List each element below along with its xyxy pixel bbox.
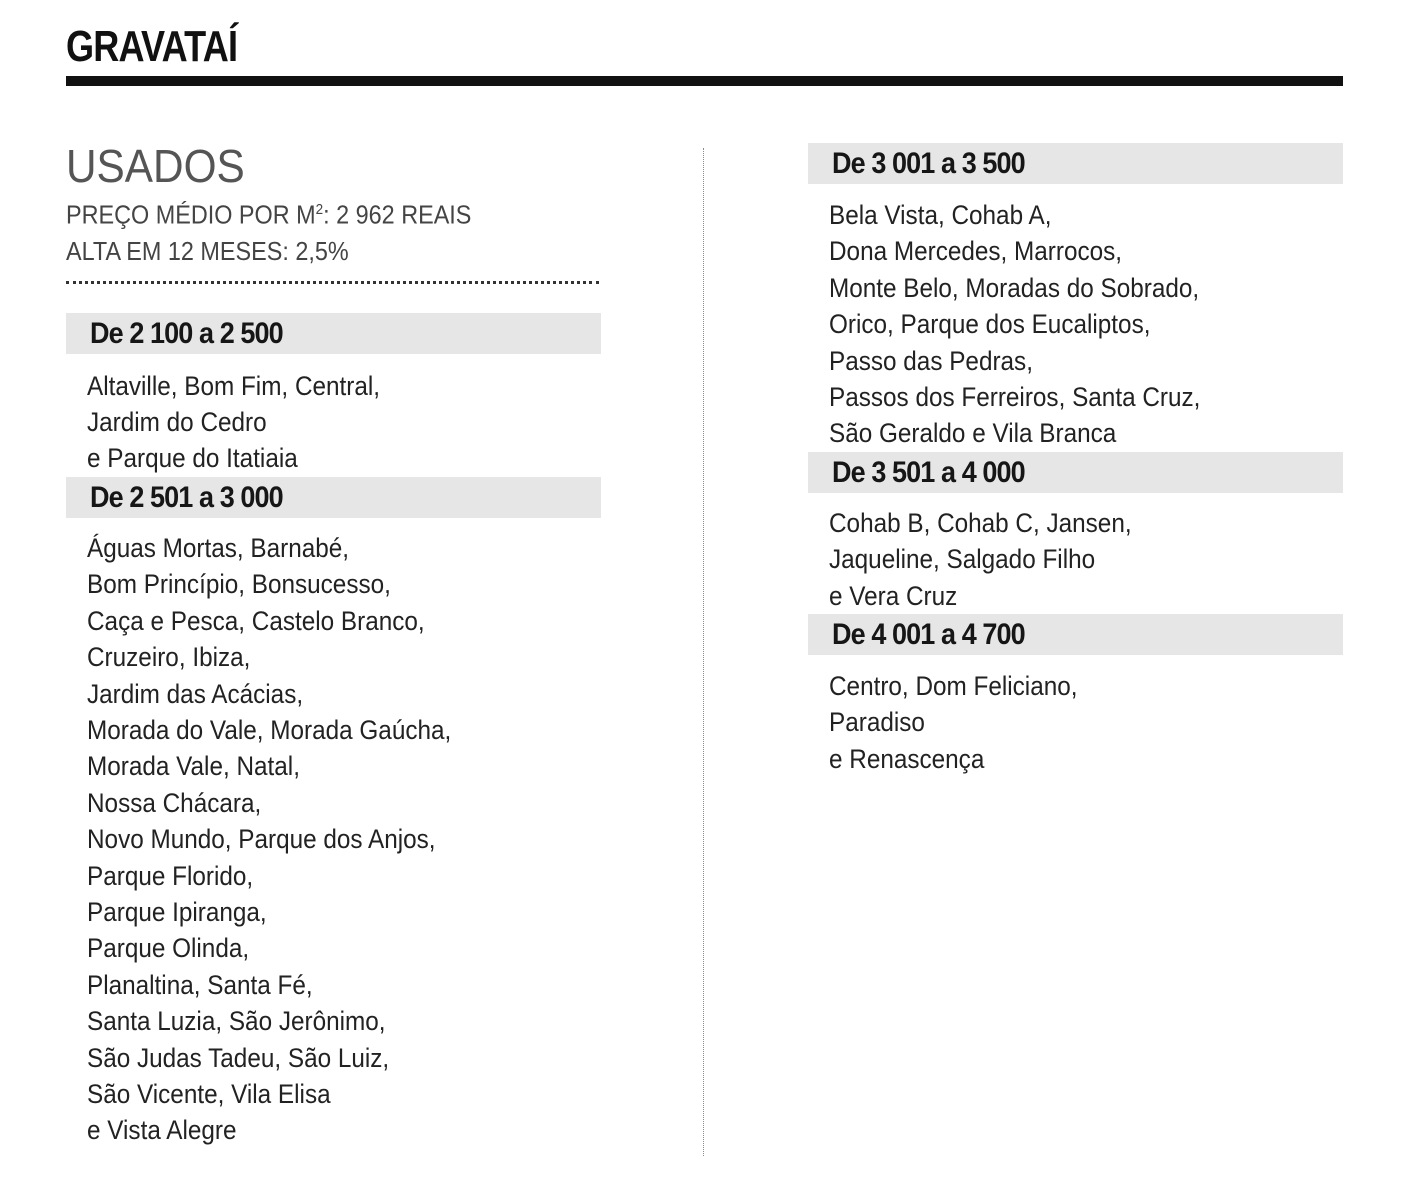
- neighborhood-line: e Renascença: [829, 743, 985, 774]
- price-range-label: De 3 501 a 4 000: [832, 455, 1025, 489]
- neighborhood-line: Parque Florido,: [87, 860, 254, 891]
- neighborhood-list: [808, 197, 1343, 452]
- neighborhood-list: [808, 505, 1343, 614]
- neighborhood-line: Cruzeiro, Ibiza,: [87, 642, 251, 673]
- neighborhood-line: Monte Belo, Moradas do Sobrado,: [829, 272, 1200, 303]
- neighborhood-line: Jardim do Cedro: [87, 407, 267, 438]
- annual-growth: ALTA EM 12 MESES: 2,5%: [66, 235, 349, 266]
- left-column: [66, 140, 601, 1149]
- average-price: [66, 192, 548, 233]
- neighborhood-line: Paradiso: [829, 707, 925, 738]
- neighborhood-line: Parque Ipiranga,: [87, 896, 267, 927]
- price-range-label: De 2 501 a 3 000: [90, 480, 283, 514]
- section-heading: USADOS: [66, 140, 245, 192]
- neighborhood-line: Novo Mundo, Parque dos Anjos,: [87, 824, 436, 855]
- neighborhood-line: Centro, Dom Feliciano,: [829, 671, 1078, 702]
- neighborhood-line: Bela Vista, Cohab A,: [829, 200, 1052, 230]
- price-range-header: [808, 614, 1343, 655]
- neighborhood-line: e Parque do Itatiaia: [87, 443, 298, 474]
- price-range-label: De 3 001 a 3 500: [832, 147, 1025, 180]
- neighborhood-list: [66, 368, 601, 477]
- price-range-label: De 4 001 a 4 700: [832, 618, 1025, 652]
- neighborhood-line: Águas Mortas, Barnabé,: [87, 532, 350, 563]
- price-range-label: De 2 100 a 2 500: [90, 316, 283, 350]
- neighborhood-line: Parque Olinda,: [87, 933, 250, 964]
- neighborhood-line: Bom Princípio, Bonsucesso,: [87, 569, 391, 600]
- neighborhood-line: Altaville, Bom Fim, Central,: [87, 370, 381, 401]
- neighborhood-line: Jardim das Acácias,: [87, 678, 304, 709]
- neighborhood-line: São Geraldo e Vila Branca: [829, 418, 1117, 449]
- neighborhood-line: Jaqueline, Salgado Filho: [829, 544, 1096, 575]
- average-price-value: : 2 962 REAIS: [323, 199, 472, 230]
- neighborhood-line: Morada do Vale, Morada Gaúcha,: [87, 714, 452, 745]
- neighborhood-list: [808, 668, 1343, 777]
- price-range-header: [808, 452, 1343, 493]
- neighborhood-line: Passo das Pedras,: [829, 345, 1033, 376]
- neighborhood-line: Cohab B, Cohab C, Jansen,: [829, 507, 1132, 538]
- neighborhood-line: Nossa Chácara,: [87, 787, 262, 818]
- neighborhood-line: e Vera Cruz: [829, 580, 958, 611]
- neighborhood-line: São Vicente, Vila Elisa: [87, 1078, 331, 1109]
- right-column: [808, 143, 1343, 777]
- neighborhood-line: São Judas Tadeu, São Luiz,: [87, 1042, 390, 1073]
- column-divider: [703, 148, 704, 1156]
- page-title: GRAVATAÍ: [66, 22, 238, 71]
- neighborhood-line: Planaltina, Santa Fé,: [87, 969, 313, 1000]
- price-range-header: [66, 313, 601, 354]
- price-range-header: [66, 477, 601, 518]
- average-price-unit: 2: [315, 201, 324, 218]
- neighborhood-line: Morada Vale, Natal,: [87, 751, 300, 782]
- neighborhood-line: Santa Luzia, São Jerônimo,: [87, 1006, 386, 1037]
- title-rule: [66, 76, 1343, 86]
- neighborhood-line: Dona Mercedes, Marrocos,: [829, 236, 1123, 267]
- neighborhood-line: e Vista Alegre: [87, 1115, 237, 1146]
- price-range-header: [808, 143, 1343, 184]
- neighborhood-line: Passos dos Ferreiros, Santa Cruz,: [829, 382, 1201, 413]
- neighborhood-line: Caça e Pesca, Castelo Branco,: [87, 605, 425, 636]
- neighborhood-line: Orico, Parque dos Eucaliptos,: [829, 309, 1151, 340]
- neighborhood-list: [66, 530, 601, 1149]
- average-price-label: PREÇO MÉDIO POR M: [66, 199, 316, 230]
